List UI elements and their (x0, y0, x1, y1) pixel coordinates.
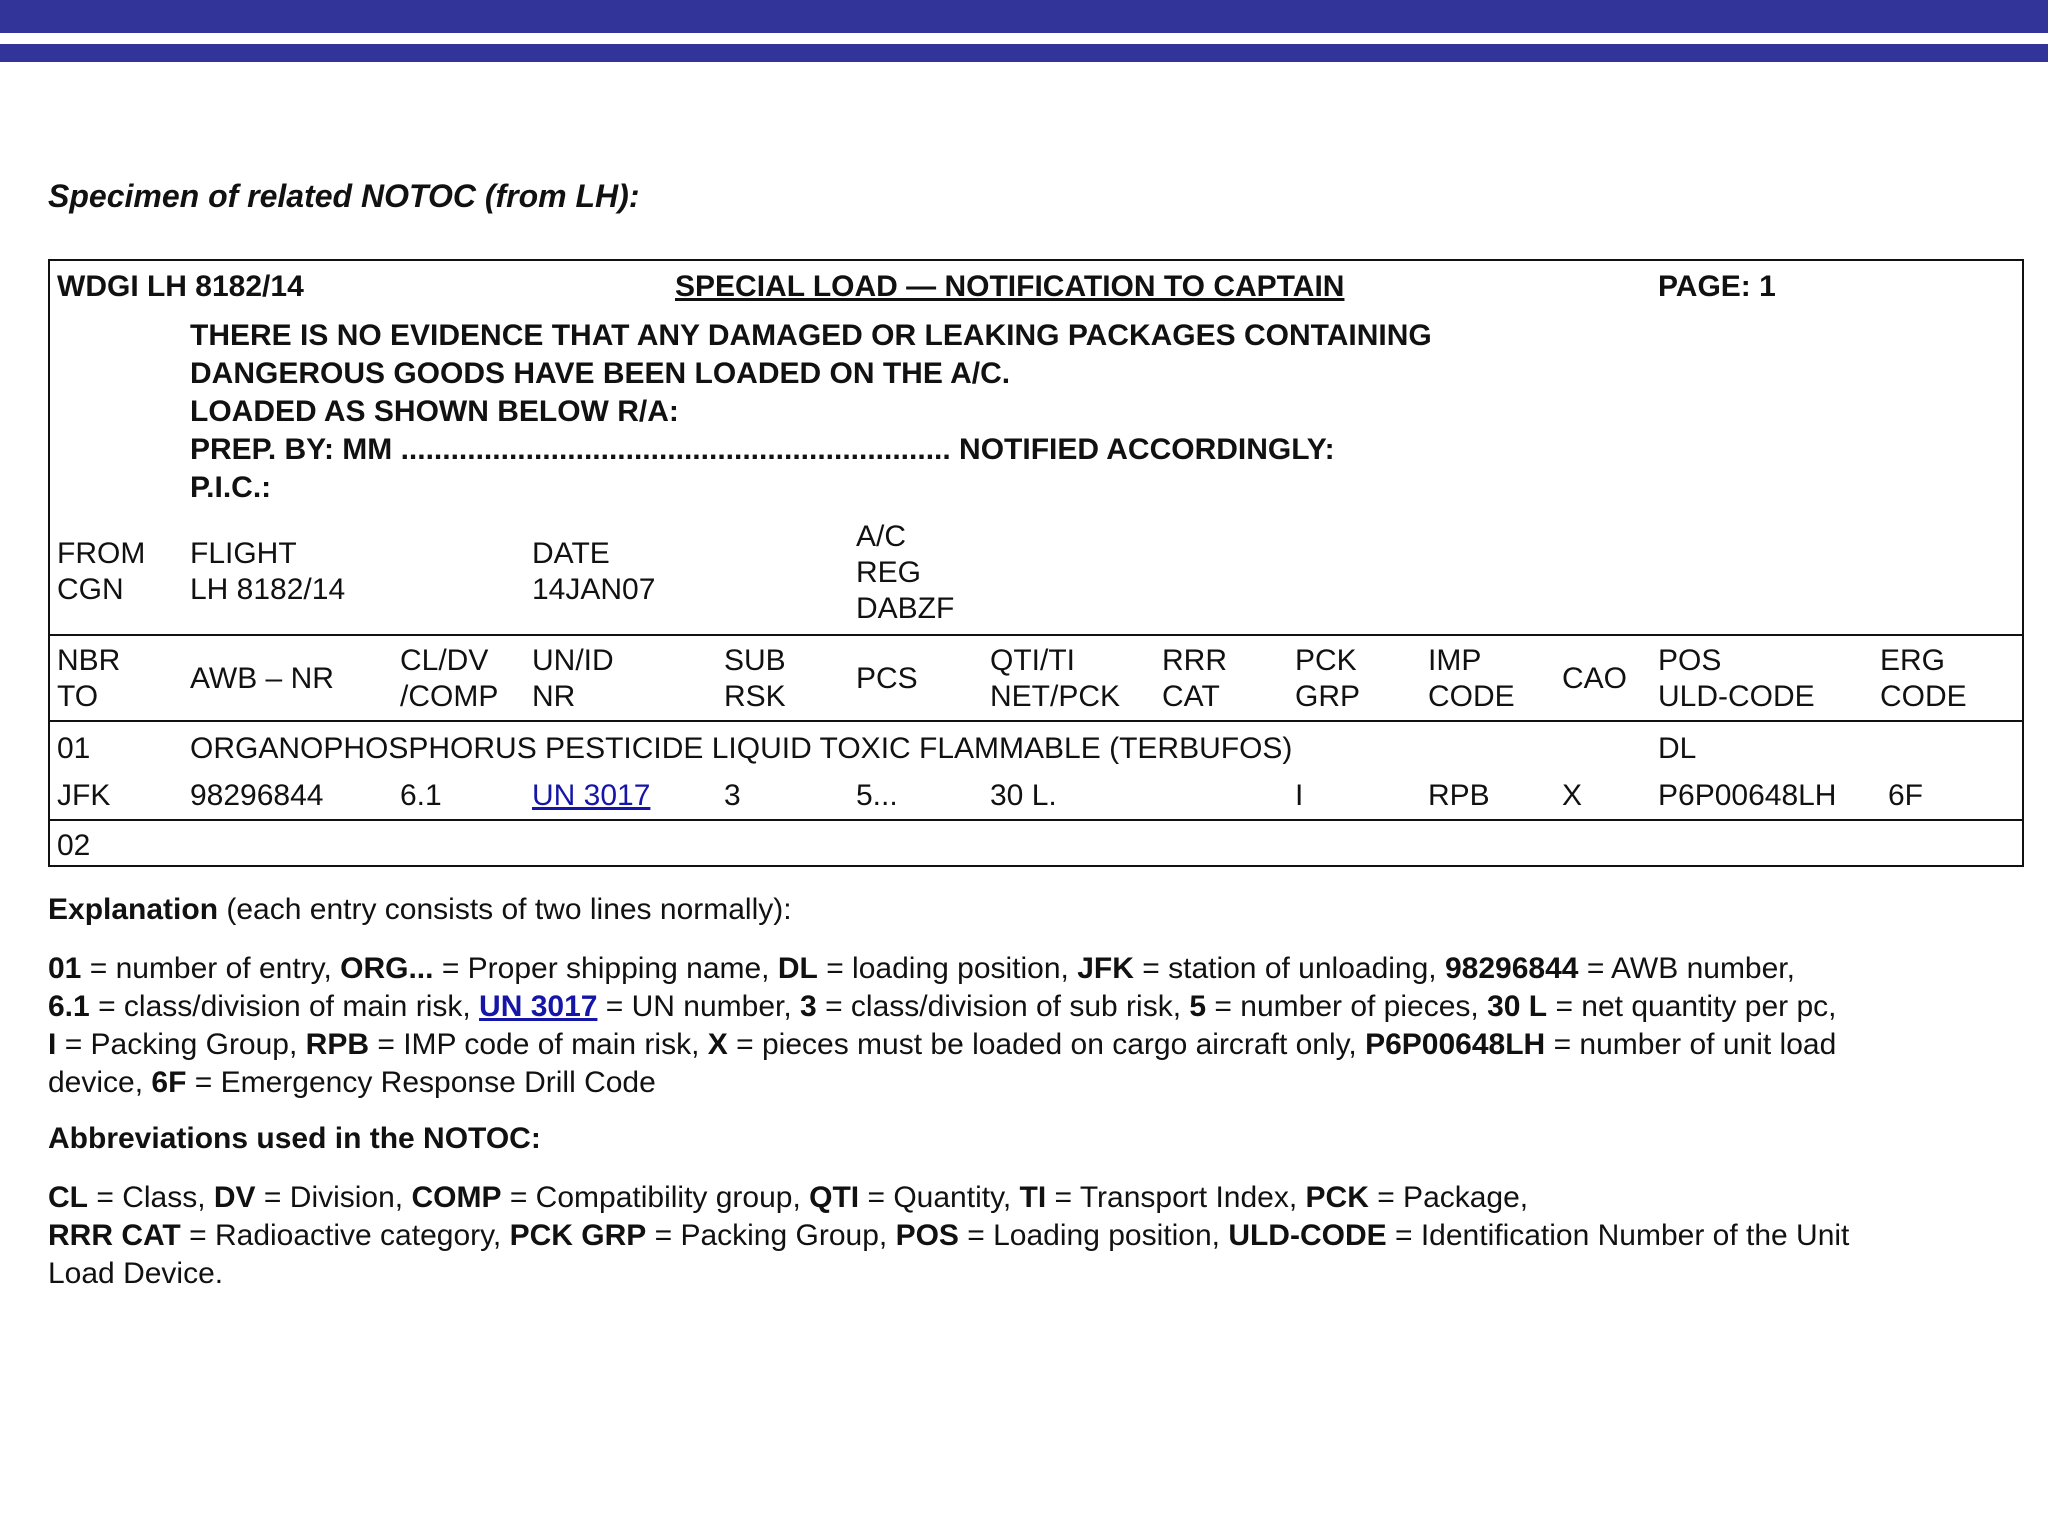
uld-code: P6P00648LH (1658, 779, 1837, 812)
station-of-unloading: JFK (57, 779, 111, 812)
un-number-reference-link[interactable]: UN 3017 (479, 990, 598, 1023)
header-bar (0, 0, 2048, 33)
flight-value: LH 8182/14 (190, 573, 346, 606)
col-header-grp: GRP (1295, 680, 1361, 713)
explanation-title: Explanation (48, 893, 219, 926)
from-value: CGN (57, 573, 124, 606)
col-header-unid: UN/ID (532, 644, 614, 677)
explanation-line-2: 6.1 = class/division of main risk, UN 3017 = UN number, 3 = class/division of sub risk, 5 = number of pieces, 30 L = net quantity per pc, (48, 990, 1837, 1023)
loading-position: DL (1658, 732, 1697, 765)
explanation-line-1: 01 = number of entry, ORG... = Proper shipping name, DL = loading position, JFK = station of unloading, 98296844 = AWB number, (48, 952, 1795, 985)
net-quantity: 30 L. (990, 779, 1057, 812)
proper-shipping-name: ORGANOPHOSPHORUS PESTICIDE LIQUID TOXIC FLAMMABLE (TERBUFOS) (190, 732, 1293, 765)
abbreviations-line-3: Load Device. (48, 1257, 224, 1290)
date-value: 14JAN07 (532, 573, 656, 606)
col-header-cat: CAT (1162, 680, 1220, 713)
date-label: DATE (532, 537, 610, 570)
col-header-imp: IMP (1428, 644, 1482, 677)
specimen-caption: Specimen of related NOTOC (from LH): (48, 178, 640, 214)
reg-label: REG (856, 556, 922, 589)
col-header-comp: /COMP (400, 680, 499, 713)
col-header-erg-code: CODE (1880, 680, 1967, 713)
statement-line-2: DANGEROUS GOODS HAVE BEEN LOADED ON THE A/C. (190, 357, 1011, 390)
page-number: PAGE: 1 (1658, 270, 1776, 303)
col-header-qti: QTI/TI (990, 644, 1075, 677)
class-division: 6.1 (400, 779, 442, 812)
statement-line-3: LOADED AS SHOWN BELOW R/A: (190, 395, 679, 428)
explanation-line-4: device, 6F = Emergency Response Drill Code (48, 1066, 656, 1099)
header-stripe (0, 44, 2048, 62)
notoc-form (48, 259, 2024, 867)
col-header-code: CODE (1428, 680, 1515, 713)
from-label: FROM (57, 537, 146, 570)
notoc-title: SPECIAL LOAD — NOTIFICATION TO CAPTAIN (675, 270, 1345, 303)
col-header-net-pck: NET/PCK (990, 680, 1121, 713)
explanation-note: (each entry consists of two lines normally): (226, 893, 792, 926)
explanation-line-3: I = Packing Group, RPB = IMP code of main risk, X = pieces must be loaded on cargo aircraft only, P6P00648LH = number of unit load (48, 1028, 1837, 1061)
col-header-sub: SUB (724, 644, 786, 677)
pieces: 5... (856, 779, 898, 812)
statement-line-1: THERE IS NO EVIDENCE THAT ANY DAMAGED OR LEAKING PACKAGES CONTAINING (190, 319, 1432, 352)
abbreviations-title: Abbreviations used in the NOTOC: (48, 1122, 541, 1155)
explanation-heading (48, 891, 2008, 929)
imp-code: RPB (1428, 779, 1490, 812)
col-header-nr: NR (532, 680, 576, 713)
table-divider-header (50, 720, 2022, 722)
col-header-pos: POS (1658, 644, 1722, 677)
ac-label: A/C (856, 520, 907, 553)
prepared-by-line: PREP. BY: MM .................................................................. NOTIFIED ACCORDINGLY: (190, 433, 1335, 466)
col-header-rsk: RSK (724, 680, 786, 713)
col-header-erg: ERG (1880, 644, 1946, 677)
abbreviations-line-2: RRR CAT = Radioactive category, PCK GRP = Packing Group, POS = Loading position, ULD-CODE = Identification Number of the Unit (48, 1219, 1850, 1252)
col-header-cao: CAO (1562, 662, 1628, 695)
col-header-pcs: PCS (856, 662, 918, 695)
pic-line: P.I.C.: (190, 471, 272, 504)
abbreviations-body (48, 1179, 2008, 1293)
flight-label: FLIGHT (190, 537, 297, 570)
table-divider-entry (50, 819, 2022, 821)
entry-number-2: 02 (57, 829, 91, 862)
packing-group: I (1295, 779, 1304, 812)
col-header-rrr: RRR (1162, 644, 1227, 677)
abbreviations-line-1: CL = Class, DV = Division, COMP = Compatibility group, QTI = Quantity, TI = Transport Index, PCK = Package, (48, 1181, 1529, 1214)
sub-risk: 3 (724, 779, 741, 812)
entry-number: 01 (57, 732, 91, 765)
table-divider-top (50, 634, 2022, 636)
notoc-reference: WDGI LH 8182/14 (57, 270, 304, 303)
col-header-to: TO (57, 680, 99, 713)
col-header-uld: ULD-CODE (1658, 680, 1815, 713)
un-number-link[interactable]: UN 3017 (532, 779, 651, 812)
ac-registration: DABZF (856, 592, 955, 625)
col-header-cldv: CL/DV (400, 644, 489, 677)
col-header-awb: AWB – NR (190, 662, 334, 695)
cargo-aircraft-only: X (1562, 779, 1583, 812)
abbreviations-heading (48, 1120, 2008, 1158)
awb-number: 98296844 (190, 779, 324, 812)
erg-code: 6F (1888, 779, 1924, 812)
col-header-pck: PCK (1295, 644, 1357, 677)
col-header-nbr: NBR (57, 644, 121, 677)
explanation-body (48, 950, 2008, 1102)
